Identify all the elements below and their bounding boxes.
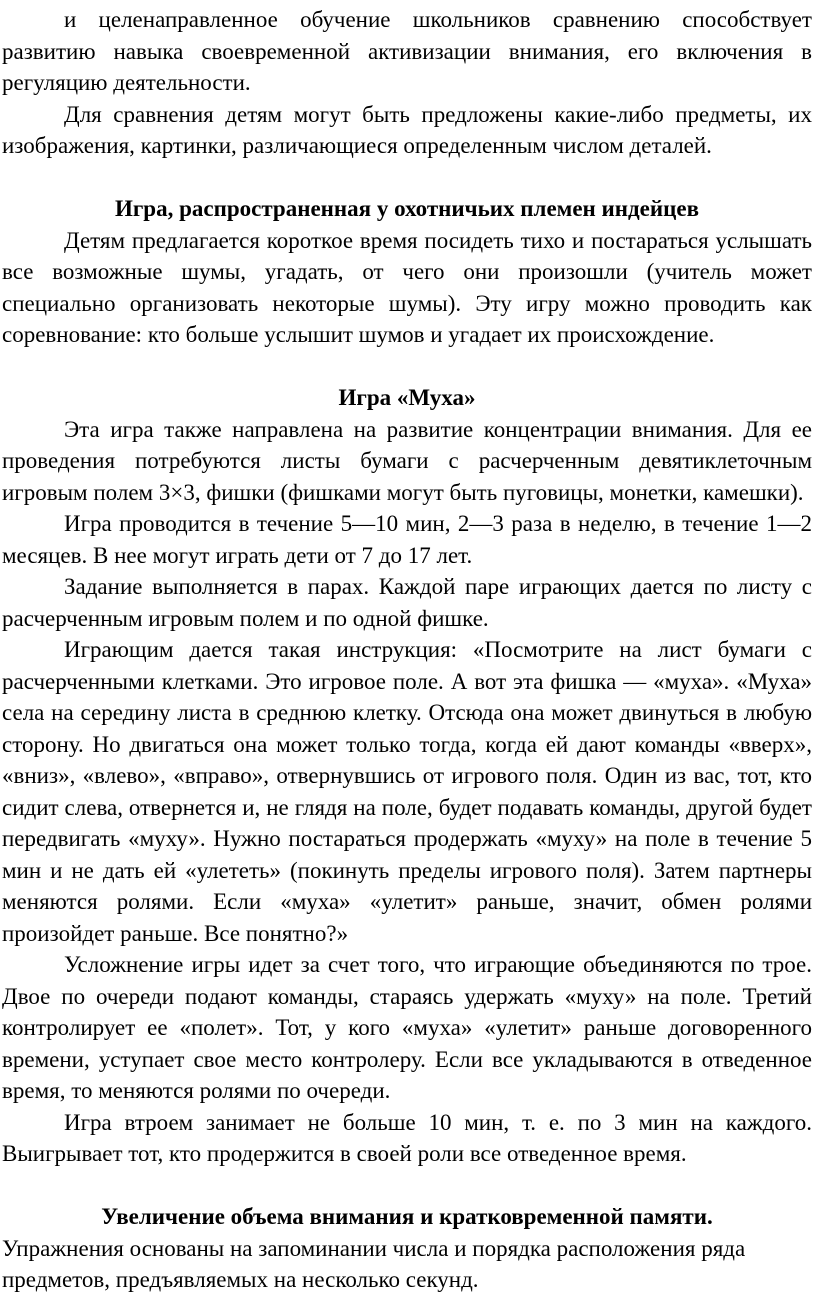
spacer bbox=[2, 162, 812, 194]
paragraph-comparison-objects: Для сравнения детям могут быть предложены какие-либо предметы, их изображения, картинки, различающиеся определенным числом деталей. bbox=[2, 101, 812, 158]
spacer bbox=[2, 1170, 812, 1202]
paragraph-attention-memory: Упражнения основаны на запоминании числа и порядка расположения ряда предметов, предъявляемых на несколько секунд. bbox=[2, 1235, 746, 1292]
spacer bbox=[2, 351, 812, 383]
paragraph-fly-game-pairs: Задание выполняется в парах. Каждой паре играющих дается по листу с расчерченным игровым полем и по одной фишке. bbox=[2, 574, 812, 631]
paragraph-fly-game-instructions: Играющим дается такая инструкция: «Посмотрите на лист бумаги с расчерченными клетками. Это игровое поле. А вот эта фишка — «муха». «Муха» села на середину листа в среднюю клетку. Отсюда она может двинуться в любую сторону. Но двигаться она может только тогда, когда ей дают команды «вверх», «вниз», «влево», «вправо», отвернувшись от игрового поля. Один из вас, тот, кто сидит слева, отвернется и, не глядя на поле, будет подавать команды, другой будет передвигать «муху». Нужно постараться продержать «муху» на поле в течение 5 мин и не дать ей «улететь» (покинуть пределы игрового поля). Затем партнеры меняются ролями. Если «муха» «улетит» раньше, значит, обмен ролями произойдет раньше. Все понятно?» bbox=[2, 637, 812, 946]
heading-indian-game: Игра, распространенная у охотничьих племен индейцев bbox=[114, 196, 700, 221]
paragraph-indian-game: Детям предлагается короткое время посидеть тихо и постараться услышать все возможные шумы, угадать, от чего они произошли (учитель может специально организовать некоторые шумы). Эту игру можно проводить как соревнование: кто больше услышит шумов и угадает их происхождение. bbox=[2, 227, 812, 347]
heading-attention-memory: Увеличение объема внимания и кратковременной памяти. bbox=[101, 1204, 713, 1229]
paragraph-comparison-training: и целенаправленное обучение школьников сравнению способствует развитию навыка своевременной активизации внимания, его включения в регуляцию деятельности. bbox=[2, 7, 812, 95]
paragraph-fly-game-duration: Игра проводится в течение 5—10 мин, 2—3 раза в неделю, в течение 1—2 месяцев. В нее могут играть дети от 7 до 17 лет. bbox=[2, 511, 812, 568]
paragraph-fly-game-three: Игра втроем занимает не больше 10 мин, т. е. по 3 мин на каждого. Выигрывает тот, кто продержится в своей роли все отведенное время. bbox=[2, 1109, 812, 1166]
heading-fly-game: Игра «Муха» bbox=[338, 385, 476, 410]
paragraph-fly-game-intro: Эта игра также направлена на развитие концентрации внимания. Для ее проведения потребуются листы бумаги с расчерченным девятиклеточным игровым полем 3×3, фишки (фишками могут быть пуговицы, монетки, камешки). bbox=[2, 416, 812, 505]
paragraph-fly-game-complication: Усложнение игры идет за счет того, что играющие объединяются по трое. Двое по очереди подают команды, стараясь удержать «муху» на поле. Третий контролирует ее «полет». Тот, у кого «муха» «улетит» раньше договоренного времени, уступает свое место контролеру. Если все укладываются в отведенное время, то меняются ролями по очереди. bbox=[2, 952, 812, 1103]
